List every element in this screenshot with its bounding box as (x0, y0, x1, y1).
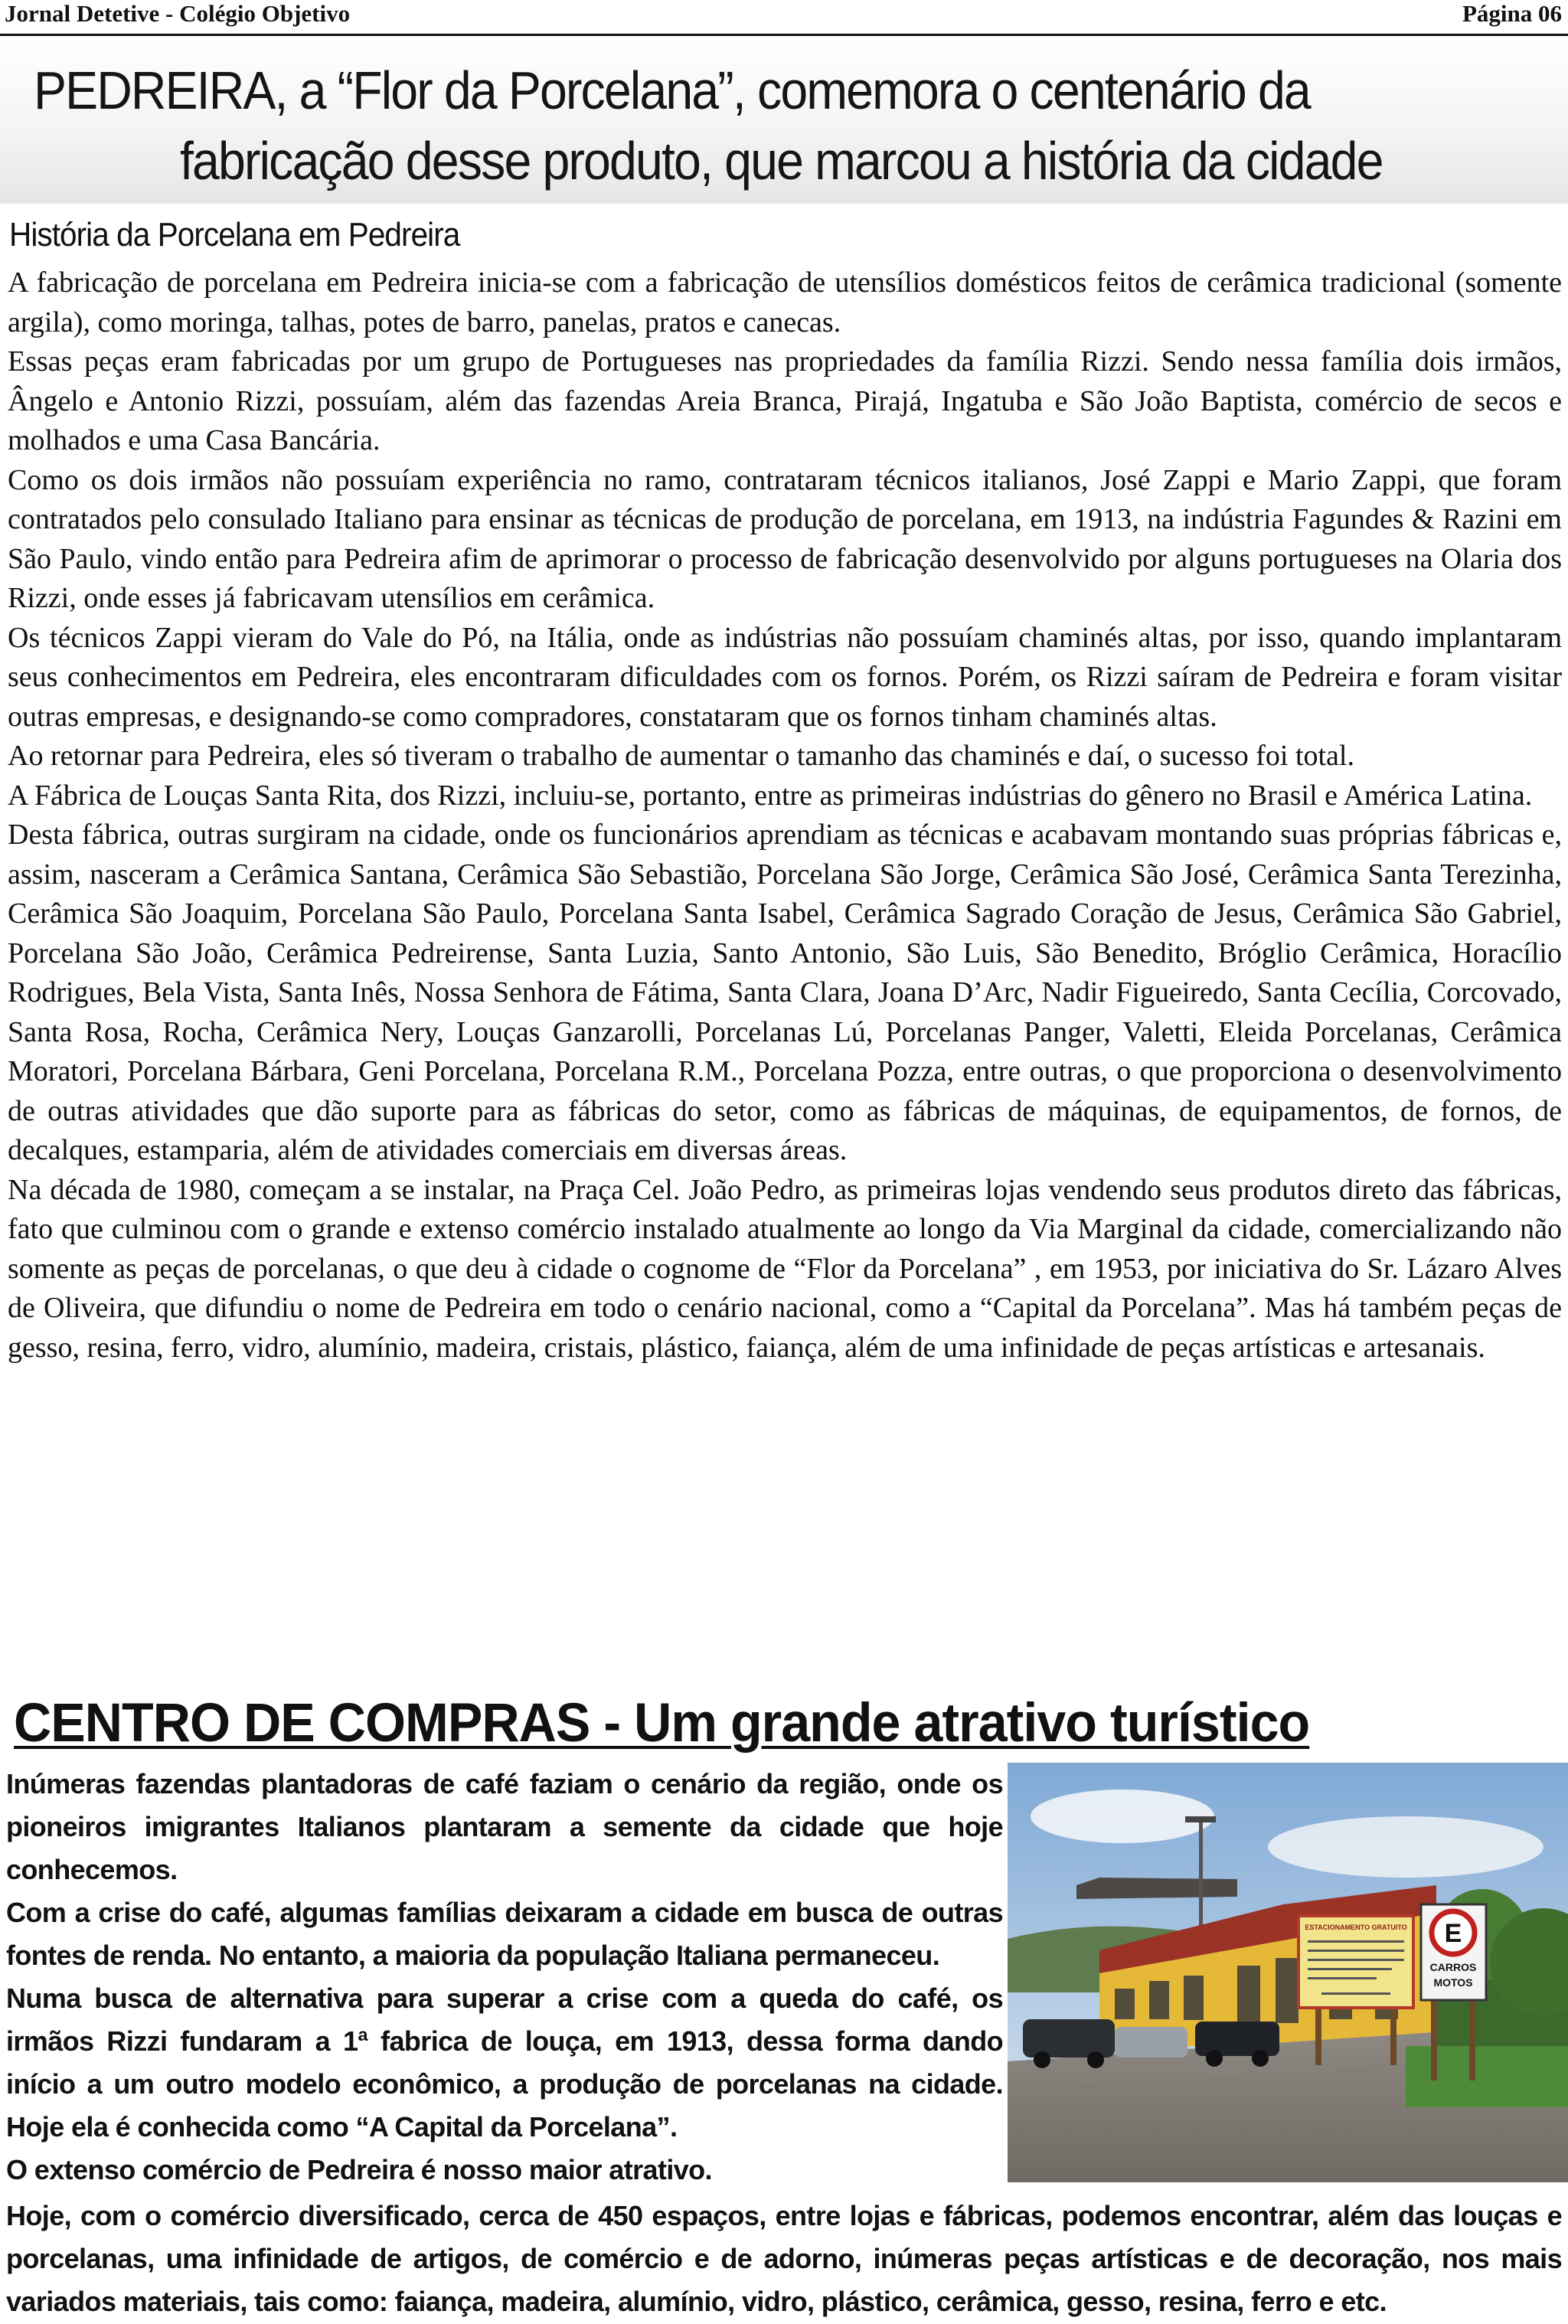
parking-sign-line: CARROS (1429, 1961, 1477, 1973)
parking-sign-line: MOTOS (1433, 1976, 1473, 1989)
article-paragraph: A Fábrica de Louças Santa Rita, dos Rizzi, incluiu-se, portanto, entre as primeiras indústrias do gênero no Brasil e América Latina. (8, 779, 1533, 812)
centro-paragraph: Numa busca de alternativa para superar a crise com a queda do café, os irmãos Rizzi fundaram a 1ª fabrica de louça, em 1913, dessa forma dando início a um outro modelo econômico, a produção de porcelanas na cidade. Hoje ela é conhecida como “A Capital da Porcelana”. (6, 1982, 1003, 2143)
page-number: Página 06 (1462, 0, 1562, 27)
parking-sign-title: ESTACIONAMENTO GRATUITO (1305, 1924, 1407, 1931)
headline-line-2: fabricação desse produto, que marcou a história da cidade (180, 131, 1383, 191)
centro-paragraph: Inúmeras fazendas plantadoras de café faziam o cenário da região, onde os pioneiros imigrantes Italianos plantaram a semente da cidade que hoje conhecemos. (6, 1768, 1003, 1885)
parking-letter: E (1444, 1919, 1462, 1948)
article-paragraph: Desta fábrica, outras surgiram na cidade, onde os funcionários aprendiam as técnicas e acabavam montando suas próprias fábricas e, assim, nasceram a Cerâmica Santana, Cerâmica São Sebastião, Porcelana São Jorge, Cerâmica São José, Cerâmica Santa Terezinha, Cerâmica São Joaquim, Porcelana São Paulo, Porcelana Santa Isabel, Cerâmica Sagrado Coração de Jesus, Cerâmica São Gabriel, Porcelana São João, Cerâmica Pedreirense, Santa Luzia, Santo Antonio, São Luis, São Benedito, Bróglio Cerâmica, Horacílio Rodrigues, Bela Vista, Santa Inês, Nossa Senhora de Fátima, Santa Clara, Joana D’Arc, Nadir Figueiredo, Santa Cecília, Corcovado, Santa Rosa, Rocha, Cerâmica Nery, Louças Ganzarolli, Porcelanas Lú, Porcelanas Panger, Valetti, Eleida Porcelanas, Cerâmica Moratori, Porcelana Bárbara, Geni Porcelana, Porcelana R.M., Porcelana Pozza, entre outras, o que proporciona o desenvolvimento de outras atividades que dão suporte para as fábricas do setor, como as fábricas de máquinas, de equipamentos, de fornos, de decalques, estamparia, além de atividades comerciais em diversas áreas. (8, 819, 1562, 1166)
headline-line-1: PEDREIRA, a “Flor da Porcelana”, comemora o centenário da (34, 60, 1310, 120)
article-paragraph: Os técnicos Zappi vieram do Vale do Pó, na Itália, onde as indústrias não possuíam chaminés altas, por isso, quando implantaram seus conhecimentos em Pedreira, eles encontraram dificuldades com os fornos. Porém, os Rizzi saíram de Pedreira e foram visitar outras empresas, e designando-se como compradores, constataram que os fornos tinham chaminés altas. (8, 621, 1562, 733)
article-paragraph: Essas peças eram fabricadas por um grupo de Portugueses nas propriedades da família Rizzi. Sendo nessa família dois irmãos, Ângelo e Antonio Rizzi, possuíam, além das fazendas Areia Branca, Pirajá, Ingatuba e São João Baptista, comércio de secos e molhados e uma Casa Bancária. (8, 345, 1562, 456)
centro-paragraph: Hoje, com o comércio diversificado, cerca de 450 espaços, entre lojas e fábricas, podemos encontrar, além das louças e porcelanas, uma infinidade de artigos, de comércio e de adorno, inúmeras peças artísticas e de decoração, nos mais variados materiais, tais como: faiança, madeira, alumínio, vidro, plástico, cerâmica, gesso, resina, ferro e etc. (6, 2200, 1562, 2317)
newspaper-name: Jornal Detetive - Colégio Objetivo (5, 0, 351, 27)
section-title: História da Porcelana em Pedreira (9, 216, 460, 253)
shopping-center-photo (1008, 1763, 1568, 2182)
centro-paragraph: Com a crise do café, algumas famílias deixaram a cidade em busca de outras fontes de renda. No entanto, a maioria da população Italiana permaneceu. (6, 1897, 1003, 1971)
article-paragraph: Ao retornar para Pedreira, eles só tiveram o trabalho de aumentar o tamanho das chaminés e daí, o sucesso foi total. (8, 740, 1354, 772)
article-paragraph: A fabricação de porcelana em Pedreira inicia-se com a fabricação de utensílios domésticos feitos de cerâmica tradicional (somente argila), como moringa, talhas, potes de barro, panelas, pratos e canecas. (8, 266, 1562, 338)
centro-bottom (6, 2195, 1562, 2323)
headline-block (0, 37, 1568, 204)
article-body (8, 263, 1562, 1368)
article-paragraph: Como os dois irmãos não possuíam experiência no ramo, contrataram técnicos italianos, José Zappi e Mario Zappi, que foram contratados pelo consulado Italiano para ensinar as técnicas de produção de porcelana, em 1913, na indústria Fagundes & Razini em São Paulo, vindo então para Pedreira afim de aprimorar o processo de fabricação desenvolvido por alguns portugueses na Olaria dos Rizzi, onde esses já fabricavam utensílios em cerâmica. (8, 463, 1562, 614)
page-header (0, 0, 1568, 36)
centro-paragraph: O extenso comércio de Pedreira é nosso maior atrativo. (6, 2154, 712, 2185)
centro-title: CENTRO DE COMPRAS - Um grande atrativo turístico (14, 1693, 1310, 1754)
centro-body (6, 1763, 1003, 2192)
article-paragraph: Na década de 1980, começam a se instalar, na Praça Cel. João Pedro, as primeiras lojas vendendo seus produtos direto das fábricas, fato que culminou com o grande e extenso comércio instalado atualmente ao longo da Via Marginal da cidade, comercializando não somente as peças de porcelanas, o que deu à cidade o cognome de “Flor da Porcelana” , em 1953, por iniciativa do Sr. Lázaro Alves de Oliveira, que difundiu o nome de Pedreira em todo o cenário nacional, como a “Capital da Porcelana”. Mas há também peças de gesso, resina, ferro, vidro, alumínio, madeira, cristais, plástico, faiança, além de uma infinidade de peças artísticas e artesanais. (8, 1173, 1562, 1364)
